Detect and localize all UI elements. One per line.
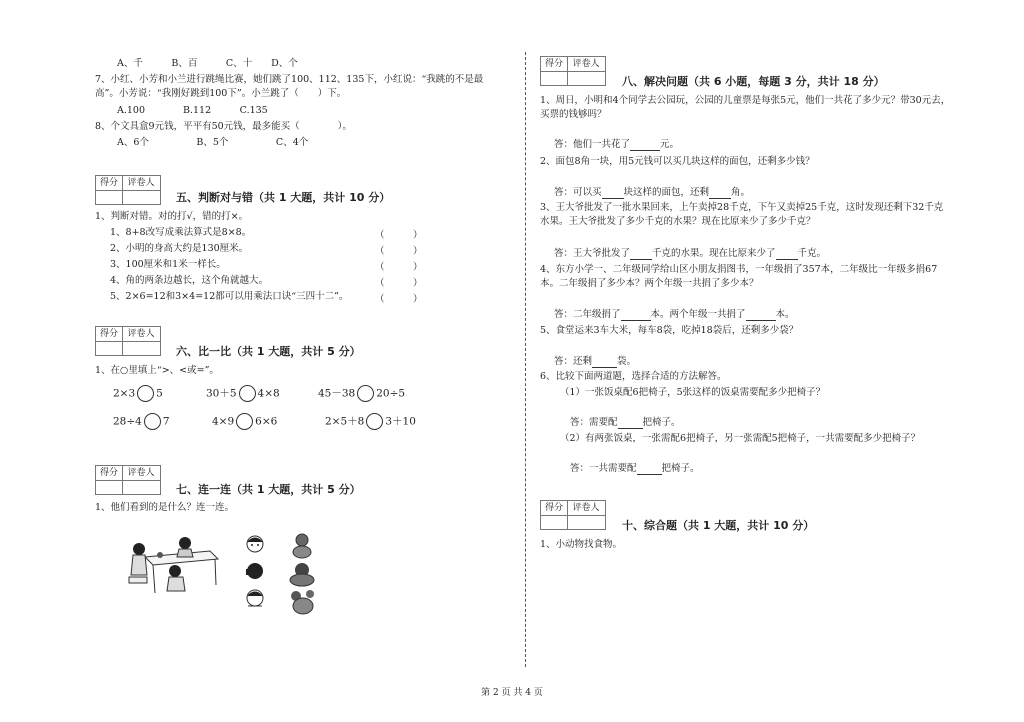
answer-6-2: 答：一共需要配 把椅子。 [570, 463, 700, 474]
answer-blank[interactable] [602, 188, 624, 199]
section-5-title: 五、判断对与错（共 1 大题，共计 10 分） [176, 191, 391, 204]
answer-3: 答：王大爷批发了 千克的水果。现在比原来少了 千克。 [554, 248, 827, 259]
score-label: 得分 [96, 327, 123, 342]
q7-options: A.100 B.112 C.135 [117, 105, 268, 116]
answer-blank[interactable] [637, 464, 662, 475]
q8-options: A、6个 B、5个 C、4个 [117, 137, 309, 148]
answer-paren-5[interactable]: （ ） [375, 294, 423, 305]
answer-6-1: 答：需要配 把椅子。 [570, 417, 681, 428]
problem-1-line1: 1、周日，小明和4个同学去公园玩，公园的儿童票是每张5元，他们一共花了多少元？带30元去， [540, 95, 951, 106]
answer-paren-1[interactable]: （ ） [375, 230, 423, 241]
judge-item-2: 2、小明的身高大约是130厘米。 [110, 243, 249, 254]
judge-item-1: 1、8+8改写成乘法算式是8×8。 [110, 227, 252, 238]
answer-paren-2[interactable]: （ ） [375, 246, 423, 257]
answer-blank[interactable] [746, 310, 776, 321]
problem-4-line1: 4、东方小学一、二年级同学给山区小朋友捐图书，一年级捐了357本，二年级比一年级多捐67 [540, 264, 938, 275]
column-divider [525, 52, 526, 667]
score-label: 得分 [96, 466, 123, 481]
judge-item-3: 3、100厘米和1米一样长。 [110, 259, 226, 270]
answer-blank[interactable] [630, 249, 652, 260]
answer-blank[interactable] [630, 140, 660, 151]
judge-item-4: 4、角的两条边越长，这个角就越大。 [110, 275, 269, 286]
problem-6-part1: （1）一张饭桌配6把椅子，5张这样的饭桌需要配多少把椅子？ [560, 387, 826, 398]
score-box-sec10 [540, 500, 606, 530]
answer-1: 答：他们一共花了 元。 [554, 139, 680, 150]
sec5-intro: 1、判断对错。对的打√，错的打×。 [95, 211, 249, 222]
problem-2: 2、面包8角一块，用5元钱可以买几块这样的面包，还剩多少钱？ [540, 156, 815, 167]
q6-options: A、千 B、百 C、十 D、个 [117, 58, 298, 69]
reviewer-label: 评卷人 [122, 466, 160, 481]
score-label: 得分 [541, 57, 568, 72]
answer-blank[interactable] [592, 357, 617, 368]
object-views-illustration [285, 532, 320, 617]
problem-4-line2: 本。二年级捐了多少本？两个年级一共捐了多少本？ [540, 278, 759, 289]
sec6-intro: 1、在○里填上“>、<或=”。 [95, 365, 219, 376]
compare-1: 2×3 5 [113, 385, 163, 402]
section-7-title: 七、连一连（共 1 大题，共计 5 分） [176, 483, 361, 496]
reviewer-label: 评卷人 [567, 501, 605, 516]
face-views-illustration [240, 535, 270, 610]
compare-circle[interactable] [366, 413, 383, 430]
reviewer-label: 评卷人 [122, 176, 160, 191]
reviewer-label: 评卷人 [567, 57, 605, 72]
answer-blank[interactable] [776, 249, 798, 260]
compare-circle[interactable] [357, 385, 374, 402]
section-6-title: 六、比一比（共 1 大题，共计 5 分） [176, 345, 361, 358]
compare-4: 28÷4 7 [113, 413, 170, 430]
score-label: 得分 [541, 501, 568, 516]
judge-item-5: 5、2×6=12和3×4=12都可以用乘法口诀“三四十二”。 [110, 291, 349, 302]
section-8-title: 八、解决问题（共 6 小题，每题 3 分，共计 18 分） [622, 75, 885, 88]
score-label: 得分 [96, 176, 123, 191]
compare-circle[interactable] [236, 413, 253, 430]
q7-line2: 高”。小芳说：“我刚好跳到100下”。小兰跳了（ ）下。 [95, 88, 347, 99]
page-footer: 第 2 页 共 4 页 [481, 688, 543, 698]
score-box-sec8 [540, 56, 606, 86]
answer-paren-4[interactable]: （ ） [375, 278, 423, 289]
score-box-sec6 [95, 326, 161, 356]
problem-5: 5、食堂运来3车大米，每车8袋，吃掉18袋后，还剩多少袋？ [540, 325, 799, 336]
problem-1-line2: 买票的钱够吗？ [540, 109, 607, 120]
q8-line: 8、个文具盒9元钱，平平有50元钱，最多能买（ ）。 [95, 121, 352, 132]
sec7-intro: 1、他们看到的是什么？连一连。 [95, 502, 235, 513]
problem-6: 6、比较下面两道题，选择合适的方法解答。 [540, 371, 727, 382]
answer-4: 答：二年级捐了 本。两个年级一共捐了 本。 [554, 309, 795, 320]
compare-6: 2×5＋8 3＋10 [325, 413, 416, 430]
answer-blank[interactable] [618, 418, 643, 429]
compare-3: 45－38 20÷5 [318, 385, 405, 402]
sec10-intro: 1、小动物找食物。 [540, 539, 623, 550]
compare-circle[interactable] [239, 385, 256, 402]
answer-5: 答：还剩 袋。 [554, 356, 637, 367]
compare-2: 30＋5 4×8 [206, 385, 280, 402]
problem-3-line2: 水果。王大爷批发了多少千克的水果？现在比原来少了多少千克？ [540, 216, 816, 227]
answer-blank[interactable] [709, 188, 731, 199]
children-at-table-illustration [125, 535, 220, 597]
answer-blank[interactable] [621, 310, 651, 321]
answer-paren-3[interactable]: （ ） [375, 262, 423, 273]
section-10-title: 十、综合题（共 1 大题，共计 10 分） [622, 519, 815, 532]
answer-2: 答：可以买 块这样的面包，还剩 角。 [554, 187, 751, 198]
compare-circle[interactable] [137, 385, 154, 402]
reviewer-label: 评卷人 [122, 327, 160, 342]
score-box-sec5 [95, 175, 161, 205]
score-box-sec7 [95, 465, 161, 495]
compare-5: 4×9 6×6 [212, 413, 277, 430]
compare-circle[interactable] [144, 413, 161, 430]
q7-line1: 7、小红、小芳和小兰进行跳绳比赛，她们跳了100、112、135下，小红说：“我跳的不是最 [95, 74, 484, 85]
problem-3-line1: 3、王大爷批发了一批水果回来，上午卖掉28千克，下午又卖掉25千克，这时发现还剩下32千克 [540, 202, 944, 213]
problem-6-part2: （2）有两张饭桌，一张需配6把椅子，另一张需配5把椅子，一共需要配多少把椅子？ [560, 433, 921, 444]
